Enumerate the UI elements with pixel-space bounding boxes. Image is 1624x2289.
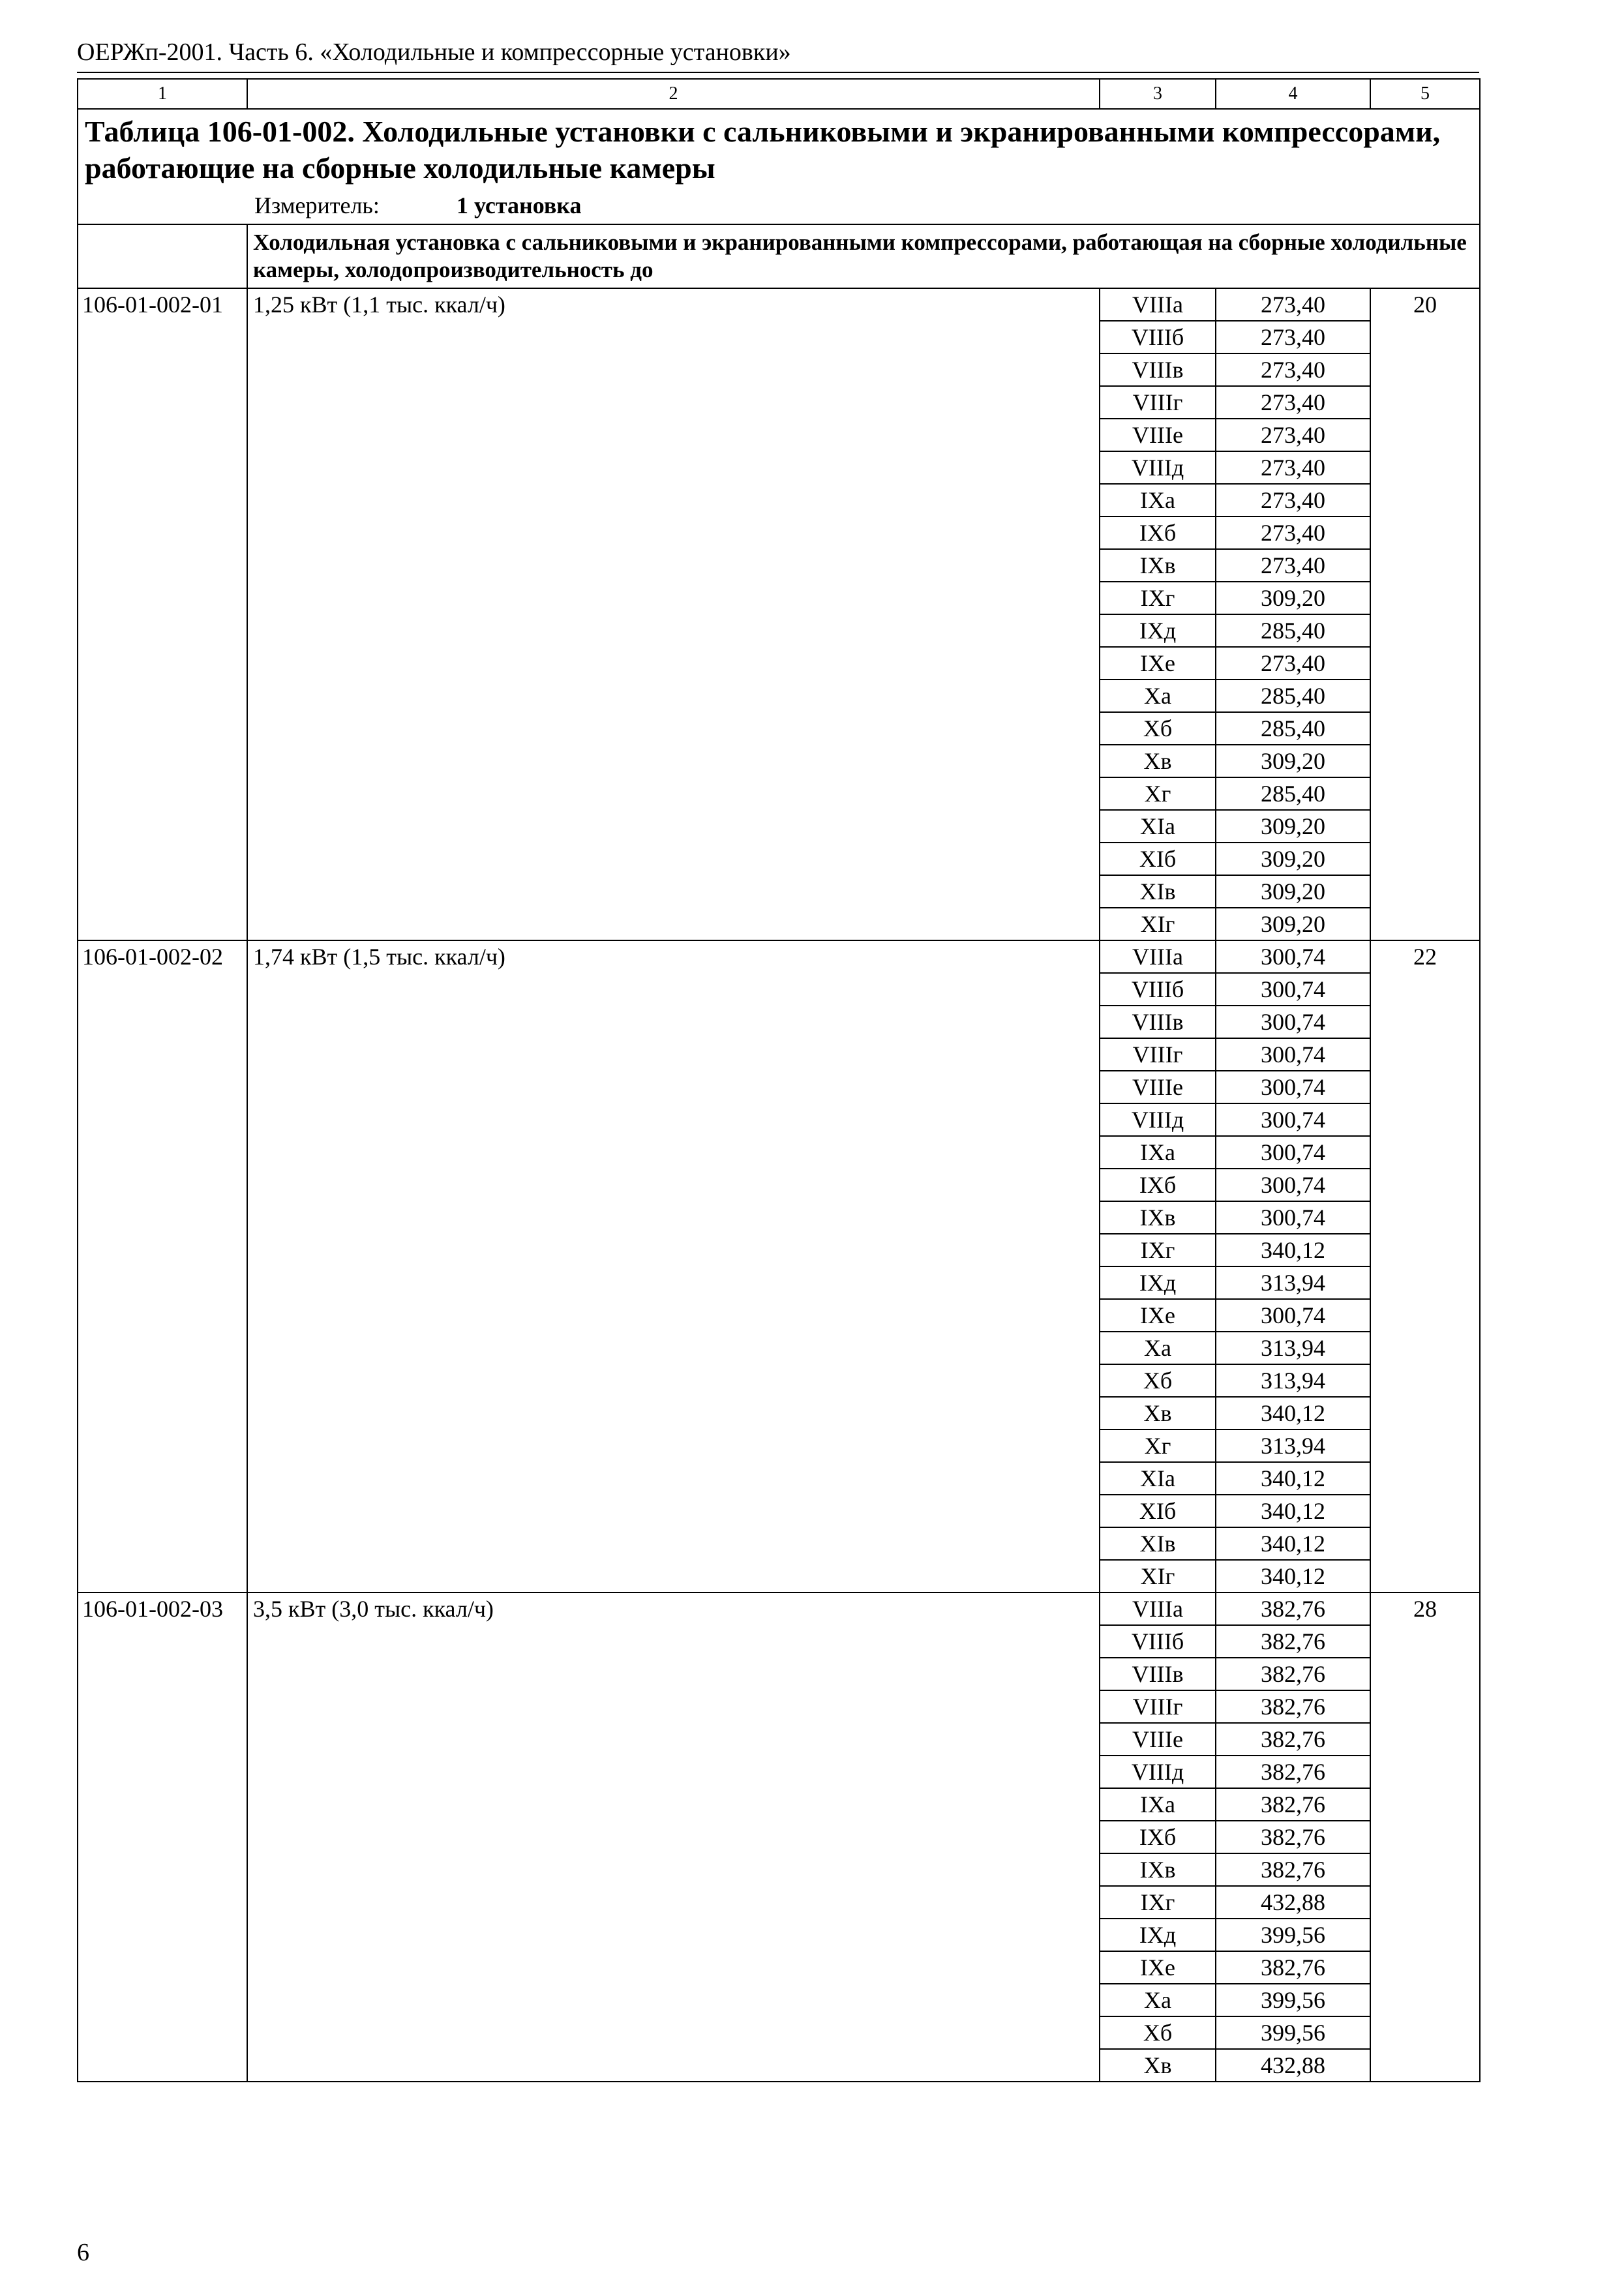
page-number: 6: [77, 2239, 89, 2266]
price-cell: 285,40: [1216, 712, 1370, 745]
region-cell: XIв: [1100, 1527, 1216, 1560]
price-cell: 273,40: [1216, 353, 1370, 386]
price-cell: 340,12: [1216, 1560, 1370, 1593]
region-cell: Xг: [1100, 1429, 1216, 1462]
price-cell: 382,76: [1216, 1723, 1370, 1756]
price-cell: 300,74: [1216, 1006, 1370, 1038]
region-cell: IXд: [1100, 614, 1216, 647]
item-name: 3,5 кВт (3,0 тыс. ккал/ч): [247, 1593, 1100, 2082]
price-cell: 313,94: [1216, 1364, 1370, 1397]
price-cell: 300,74: [1216, 940, 1370, 973]
meter-value: 1 установка: [457, 192, 582, 218]
region-cell: IXд: [1100, 1266, 1216, 1299]
price-cell: 285,40: [1216, 777, 1370, 810]
region-cell: XIа: [1100, 1462, 1216, 1495]
region-cell: Xв: [1100, 1397, 1216, 1429]
price-cell: 340,12: [1216, 1462, 1370, 1495]
table-title-row: [78, 109, 1480, 189]
region-cell: XIа: [1100, 810, 1216, 843]
table-row: [78, 1593, 1480, 1625]
price-cell: 273,40: [1216, 516, 1370, 549]
price-cell: 309,20: [1216, 582, 1370, 614]
region-cell: VIIIб: [1100, 1625, 1216, 1658]
price-cell: 432,88: [1216, 2049, 1370, 2082]
region-cell: IXб: [1100, 1821, 1216, 1853]
region-cell: Xб: [1100, 712, 1216, 745]
price-cell: 273,40: [1216, 288, 1370, 321]
region-cell: VIIIе: [1100, 1071, 1216, 1103]
price-cell: 285,40: [1216, 680, 1370, 712]
region-cell: IXд: [1100, 1919, 1216, 1951]
meter-row: [78, 189, 1480, 224]
price-cell: 399,56: [1216, 2016, 1370, 2049]
region-cell: VIIIг: [1100, 1690, 1216, 1723]
item-code: 106-01-002-03: [78, 1593, 247, 2082]
region-cell: IXв: [1100, 1201, 1216, 1234]
price-cell: 273,40: [1216, 647, 1370, 680]
region-cell: IXб: [1100, 516, 1216, 549]
region-cell: Xа: [1100, 1332, 1216, 1364]
column-number: 5: [1370, 79, 1480, 109]
region-cell: IXе: [1100, 1951, 1216, 1984]
region-cell: VIIIв: [1100, 353, 1216, 386]
region-cell: VIIIб: [1100, 973, 1216, 1006]
price-cell: 340,12: [1216, 1397, 1370, 1429]
region-cell: XIг: [1100, 908, 1216, 940]
price-cell: 382,76: [1216, 1821, 1370, 1853]
region-cell: IXб: [1100, 1169, 1216, 1201]
region-cell: VIIIд: [1100, 1103, 1216, 1136]
region-cell: IXа: [1100, 1788, 1216, 1821]
price-cell: 309,20: [1216, 843, 1370, 875]
price-cell: 309,20: [1216, 810, 1370, 843]
region-cell: VIIIб: [1100, 321, 1216, 353]
region-cell: IXг: [1100, 582, 1216, 614]
item-code: 106-01-002-01: [78, 288, 247, 940]
column-number-row: [78, 79, 1480, 109]
description-empty-cell: [78, 224, 247, 288]
price-cell: 382,76: [1216, 1690, 1370, 1723]
norm-cell: 28: [1370, 1593, 1480, 2082]
price-cell: 300,74: [1216, 1103, 1370, 1136]
price-cell: 382,76: [1216, 1593, 1370, 1625]
price-cell: 340,12: [1216, 1234, 1370, 1266]
region-cell: VIIIа: [1100, 940, 1216, 973]
price-cell: 382,76: [1216, 1625, 1370, 1658]
table-title: Таблица 106-01-002. Холодильные установки с сальниковыми и экранированными компрессорами, работающие на сборные холодильные камеры: [78, 109, 1480, 189]
price-cell: 340,12: [1216, 1527, 1370, 1560]
region-cell: Xб: [1100, 2016, 1216, 2049]
meter-cell: [78, 189, 1480, 224]
region-cell: VIIIг: [1100, 386, 1216, 419]
region-cell: VIIIе: [1100, 419, 1216, 451]
region-cell: IXа: [1100, 484, 1216, 516]
region-cell: XIб: [1100, 1495, 1216, 1527]
price-cell: 399,56: [1216, 1984, 1370, 2016]
table-row: [78, 288, 1480, 321]
price-cell: 382,76: [1216, 1853, 1370, 1886]
norm-cell: 22: [1370, 940, 1480, 1593]
region-cell: VIIIд: [1100, 451, 1216, 484]
price-cell: 300,74: [1216, 1201, 1370, 1234]
price-cell: 313,94: [1216, 1429, 1370, 1462]
page-header: ОЕРЖп-2001. Часть 6. «Холодильные и компрессорные установки»: [77, 38, 791, 66]
column-number: 3: [1100, 79, 1216, 109]
item-name: 1,74 кВт (1,5 тыс. ккал/ч): [247, 940, 1100, 1593]
region-cell: VIIIа: [1100, 1593, 1216, 1625]
region-cell: XIв: [1100, 875, 1216, 908]
price-cell: 382,76: [1216, 1756, 1370, 1788]
region-cell: IXе: [1100, 647, 1216, 680]
column-number: 4: [1216, 79, 1370, 109]
price-cell: 432,88: [1216, 1886, 1370, 1919]
item-name: 1,25 кВт (1,1 тыс. ккал/ч): [247, 288, 1100, 940]
region-cell: IXе: [1100, 1299, 1216, 1332]
price-cell: 300,74: [1216, 1299, 1370, 1332]
price-cell: 382,76: [1216, 1788, 1370, 1821]
region-cell: Xв: [1100, 2049, 1216, 2082]
region-cell: Xа: [1100, 1984, 1216, 2016]
table-description: Холодильная установка с сальниковыми и экранированными компрессорами, работающая на сборные холодильные камеры, холодопроизводительность до: [247, 224, 1480, 288]
region-cell: Xв: [1100, 745, 1216, 777]
region-cell: XIг: [1100, 1560, 1216, 1593]
region-cell: IXа: [1100, 1136, 1216, 1169]
region-cell: IXг: [1100, 1886, 1216, 1919]
meter-label: Измеритель:: [254, 192, 380, 218]
description-row: [78, 224, 1480, 288]
region-cell: Xа: [1100, 680, 1216, 712]
region-cell: XIб: [1100, 843, 1216, 875]
region-cell: IXв: [1100, 549, 1216, 582]
price-cell: 273,40: [1216, 386, 1370, 419]
price-cell: 273,40: [1216, 321, 1370, 353]
region-cell: VIIIв: [1100, 1006, 1216, 1038]
region-cell: VIIIв: [1100, 1658, 1216, 1690]
price-cell: 309,20: [1216, 908, 1370, 940]
column-number: 2: [247, 79, 1100, 109]
price-cell: 285,40: [1216, 614, 1370, 647]
price-cell: 300,74: [1216, 1038, 1370, 1071]
price-cell: 273,40: [1216, 419, 1370, 451]
price-table: [77, 78, 1481, 2082]
region-cell: IXв: [1100, 1853, 1216, 1886]
price-cell: 300,74: [1216, 973, 1370, 1006]
item-code: 106-01-002-02: [78, 940, 247, 1593]
region-cell: VIIIг: [1100, 1038, 1216, 1071]
region-cell: VIIIд: [1100, 1756, 1216, 1788]
table-row: [78, 940, 1480, 973]
region-cell: VIIIе: [1100, 1723, 1216, 1756]
price-cell: 309,20: [1216, 875, 1370, 908]
region-cell: Xг: [1100, 777, 1216, 810]
norm-cell: 20: [1370, 288, 1480, 940]
header-rule: [77, 72, 1479, 73]
price-cell: 382,76: [1216, 1658, 1370, 1690]
price-cell: 300,74: [1216, 1071, 1370, 1103]
price-cell: 399,56: [1216, 1919, 1370, 1951]
price-cell: 313,94: [1216, 1266, 1370, 1299]
price-cell: 309,20: [1216, 745, 1370, 777]
price-cell: 340,12: [1216, 1495, 1370, 1527]
price-cell: 313,94: [1216, 1332, 1370, 1364]
column-number: 1: [78, 79, 247, 109]
region-cell: Xб: [1100, 1364, 1216, 1397]
price-cell: 273,40: [1216, 451, 1370, 484]
region-cell: VIIIа: [1100, 288, 1216, 321]
price-cell: 273,40: [1216, 484, 1370, 516]
price-cell: 300,74: [1216, 1136, 1370, 1169]
price-cell: 273,40: [1216, 549, 1370, 582]
price-cell: 300,74: [1216, 1169, 1370, 1201]
region-cell: IXг: [1100, 1234, 1216, 1266]
price-cell: 382,76: [1216, 1951, 1370, 1984]
